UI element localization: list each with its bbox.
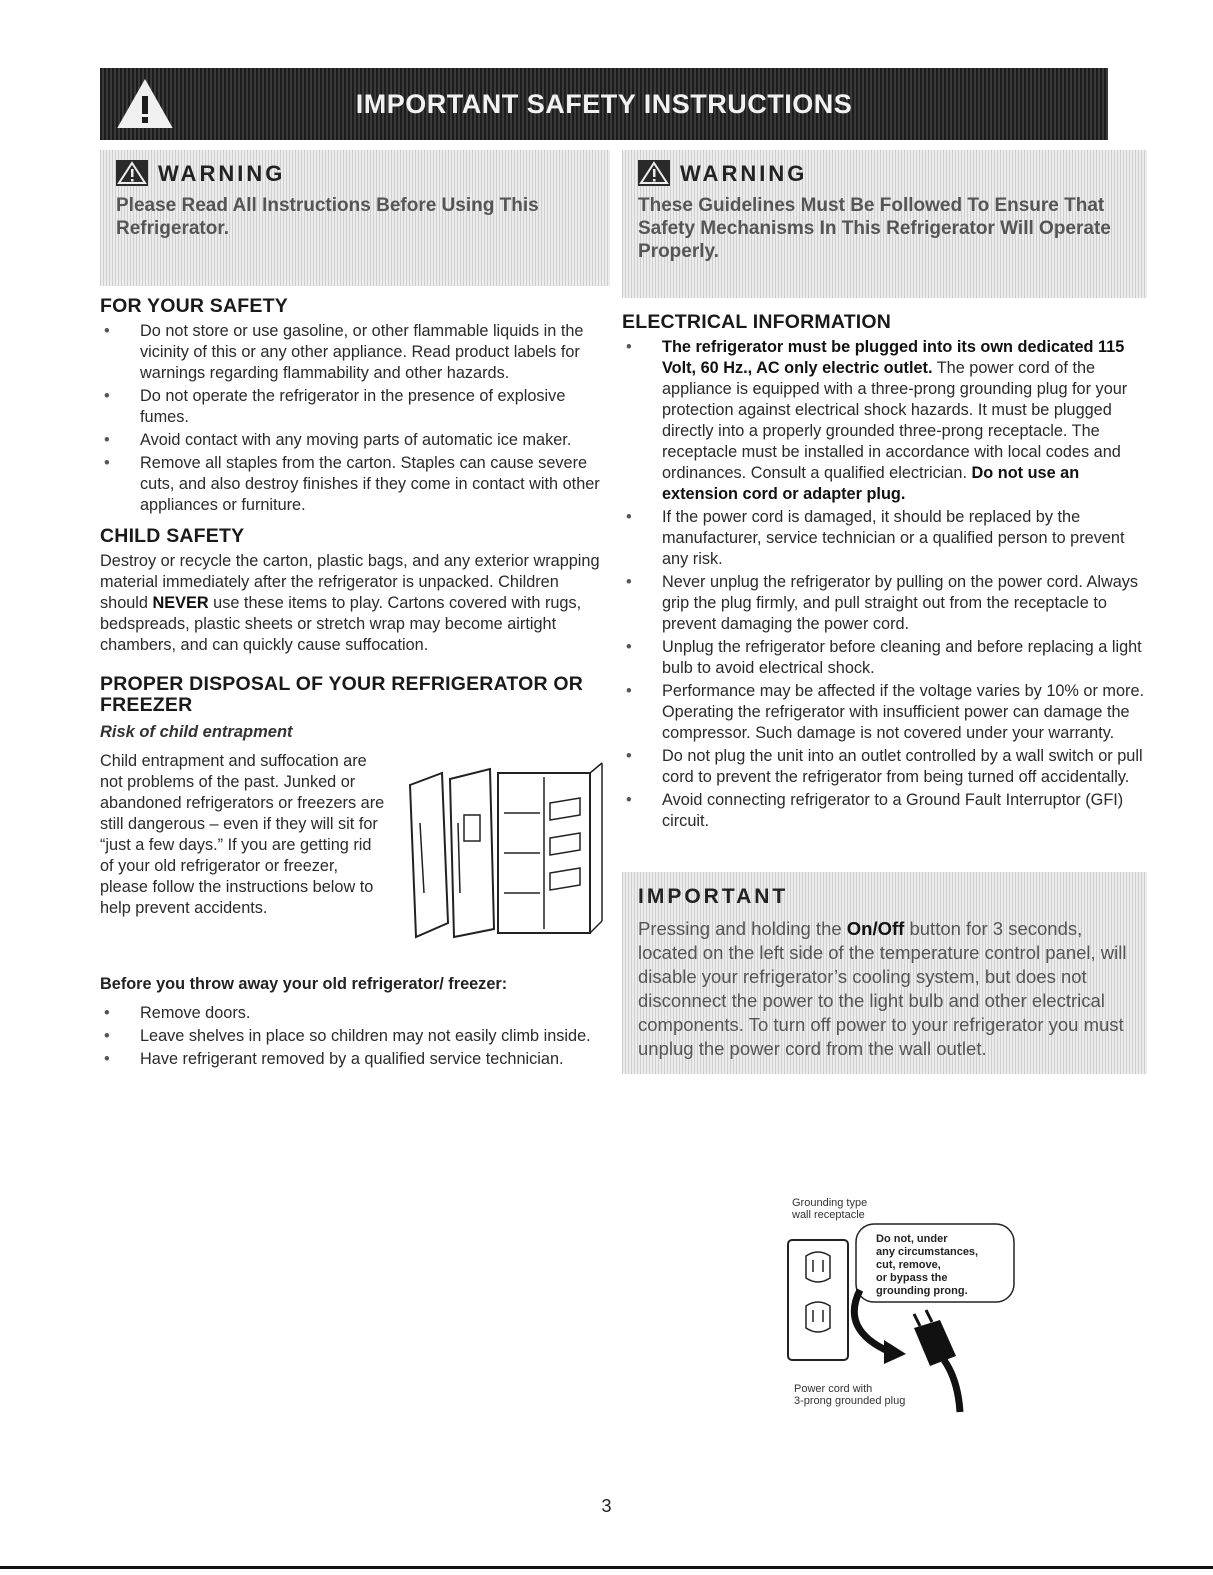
list-item: • Remove doors.: [100, 1003, 610, 1024]
disposal-subheading: Risk of child entrapment: [100, 723, 293, 741]
warning-text: These Guidelines Must Be Followed To Ensure That Safety Mechanisms In This Refrigerator Will Operate Properly.: [638, 195, 1111, 262]
cord-label-2: 3-prong grounded plug: [794, 1395, 906, 1407]
list-item: • Avoid contact with any moving parts of automatic ice maker.: [100, 430, 610, 451]
callout-line-2: any circumstances,: [876, 1246, 979, 1258]
receptacle-label-2: wall receptacle: [792, 1209, 865, 1221]
important-text: Pressing and holding the On/Off button for 3 seconds, located on the left side of the temperature control panel, will disable your refrigerator’s cooling system, but does not disconnect the power to the light bulb and other electrical components. To turn off power to your refrigerator you must unplug the power cord from the wall outlet.: [638, 918, 1127, 1059]
warning-box-left: [100, 150, 610, 286]
bottom-rule: [0, 1566, 1213, 1569]
page-number: 3: [601, 1496, 612, 1516]
banner-title: IMPORTANT SAFETY INSTRUCTIONS: [355, 88, 853, 119]
important-label: IMPORTANT: [638, 885, 789, 908]
list-item: • Remove all staples from the carton. Staples can cause severe cuts, and also destroy finishes if they come in contact with other appliances or furniture.: [100, 453, 610, 516]
callout-line-4: or bypass the: [876, 1272, 948, 1284]
list-item: • If the power cord is damaged, it should be replaced by the manufacturer, service technician or a qualified person to prevent any risk.: [622, 507, 1147, 570]
child-safety-text: Destroy or recycle the carton, plastic bags, and any exterior wrapping material immediately after the refrigerator is unpacked. Children should NEVER use these items to play. Cartons covered with rugs, bedspreads, plastic sheets or stretch wrap may become airtight chambers, and can quickly cause suffocation.: [100, 552, 600, 654]
list-item: • Do not operate the refrigerator in the presence of explosive fumes.: [100, 386, 610, 428]
list-item: • Do not plug the unit into an outlet controlled by a wall switch or pull cord to prevent the refrigerator from being turned off accidentally.: [622, 746, 1147, 788]
warning-box-right: [622, 150, 1147, 298]
list-item: • Leave shelves in place so children may not easily climb inside.: [100, 1026, 610, 1047]
cord-label-1: Power cord with: [794, 1383, 873, 1395]
list-item: • Performance may be affected if the voltage varies by 10% or more. Operating the refrigerator with insufficient power can damage the compressor. Such damage is not covered under your warranty.: [622, 681, 1147, 744]
before-disposal-label: Before you throw away your old refrigerator/ freezer:: [100, 975, 508, 993]
section-heading-child-safety: CHILD SAFETY: [100, 525, 245, 547]
list-item: • Do not store or use gasoline, or other flammable liquids in the vicinity of this or any other appliance. Read product labels for warnings regarding flammability and other hazards.: [100, 321, 610, 384]
warning-icon: [638, 160, 670, 186]
warning-text: Please Read All Instructions Before Using This Refrigerator.: [116, 195, 539, 239]
list-item: • The refrigerator must be plugged into its own dedicated 115 Volt, 60 Hz., AC only electric outlet. The power cord of the appliance is equipped with a three-prong grounding plug for your protection against electrical shock hazards. It must be plugged directly into a properly grounded three-prong receptacle. The receptacle must be installed in accordance with local codes and ordinances. Consult a qualified electrician. Do not use an extension cord or adapter plug.: [622, 337, 1147, 505]
electrical-list: [622, 337, 1147, 832]
warning-label: WARNING: [680, 160, 808, 186]
disposal-list: [100, 1003, 610, 1070]
callout-line-1: Do not, under: [876, 1233, 948, 1245]
warning-icon: [116, 160, 148, 186]
entrapment-text: Child entrapment and suffocation are not problems of the past. Junked or abandoned refrigerators or freezers are still dangerous – even if they will sit for “just a few days.” If you are getting rid of your old refrigerator or freezer, please follow the instructions below to help prevent accidents.: [100, 752, 385, 917]
list-item: • Unplug the refrigerator before cleaning and before replacing a light bulb to avoid electrical shock.: [622, 637, 1147, 679]
list-item: • Avoid connecting refrigerator to a Ground Fault Interruptor (GFI) circuit.: [622, 790, 1147, 832]
warning-label: WARNING: [158, 160, 286, 186]
section-heading-electrical: ELECTRICAL INFORMATION: [622, 311, 892, 333]
section-heading-your-safety: FOR YOUR SAFETY: [100, 295, 288, 317]
receptacle-label-1: Grounding type: [792, 1197, 868, 1209]
safety-banner: [100, 68, 1108, 140]
callout-line-3: cut, remove,: [876, 1259, 941, 1271]
right-column: [622, 150, 1147, 1074]
grounded-plug-illustration: [780, 1180, 1020, 1420]
left-column: [100, 150, 610, 1072]
section-heading-disposal: PROPER DISPOSAL OF YOUR REFRIGERATOR OR FREEZER: [100, 673, 584, 716]
list-item: • Have refrigerant removed by a qualified service technician.: [100, 1049, 610, 1070]
list-item: • Never unplug the refrigerator by pulling on the power cord. Always grip the plug firmly, and pull straight out from the receptacle to prevent damaging the power cord.: [622, 572, 1147, 635]
entrapment-section: [100, 751, 610, 966]
callout-line-5: grounding prong.: [876, 1285, 968, 1297]
open-refrigerator-illustration: [390, 743, 610, 965]
important-box: [622, 872, 1147, 1074]
warning-triangle-icon: [116, 78, 174, 130]
your-safety-list: [100, 321, 610, 516]
